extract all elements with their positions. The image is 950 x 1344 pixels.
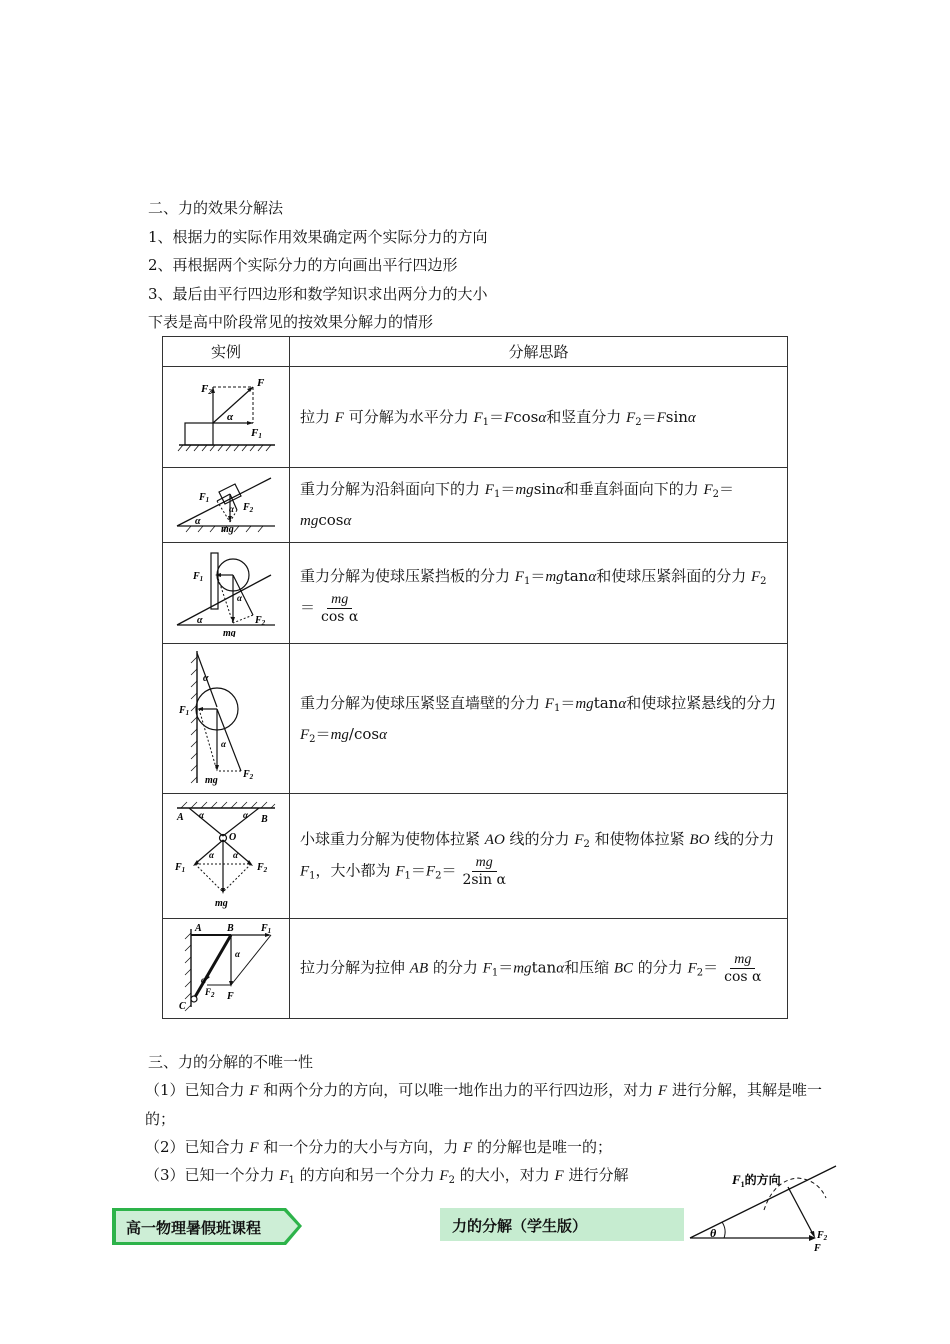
uniqueness-item-1: （1）已知合力 F 和两个分力的方向，可以唯一地作出力的平行四边形，对力 F 进行分解，其解是唯一的；	[145, 1081, 822, 1128]
figure-cell	[163, 794, 290, 919]
block-pull-diagram	[171, 370, 281, 460]
figure-cell	[163, 919, 290, 1019]
label-b: B	[227, 922, 234, 934]
method-cell: 小球重力分解为使物体拉紧 AO 线的分力 $F_2$ 和使物体拉紧 BO 线的分力 $F_1$，大小都为 $F_1=F_2=$ $\frac{mg}{\text{2sin α}}$	[290, 794, 788, 919]
label-alpha-2: α	[201, 974, 206, 985]
ball-wall-string-diagram	[171, 647, 281, 787]
label-alpha-4: α	[233, 850, 238, 860]
document-title: 力的分解（学生版）	[452, 1217, 588, 1235]
label-f2: F2	[201, 383, 212, 396]
table-row	[163, 919, 788, 1019]
label-c: C	[179, 1000, 186, 1012]
label-f1: $F_1$	[175, 862, 186, 874]
label-f2: $F_2$	[243, 502, 254, 514]
figure-cell	[163, 543, 290, 644]
label-alpha-2: α	[243, 810, 248, 820]
label-alpha-2: α	[229, 504, 234, 514]
label-f: F	[814, 1243, 821, 1254]
step-3: 3、最后由平行四边形和数学知识求出两分力的大小	[148, 285, 488, 303]
two-string-ceiling-diagram	[171, 798, 281, 910]
table-row	[163, 644, 788, 794]
step-1: 1、根据力的实际作用效果确定两个实际分力的方向	[148, 228, 488, 246]
figure-cell	[163, 367, 290, 468]
label-alpha: α	[203, 672, 209, 684]
label-a: A	[195, 922, 202, 934]
label-b: B	[261, 814, 268, 825]
label-mg: mg	[223, 628, 236, 637]
label-alpha: α	[235, 948, 240, 959]
uniqueness-item-2: （2）已知合力 F 和一个分力的大小与方向，力 F 的分解也是唯一的；	[145, 1138, 612, 1156]
document-title-tag	[440, 1208, 684, 1241]
label-f2: $F_2$	[205, 986, 215, 999]
label-f1: $F_1$	[193, 571, 204, 583]
decomposition-table	[162, 336, 788, 1019]
label-f2: $F_2$	[243, 768, 254, 781]
ball-board-incline-diagram	[171, 545, 281, 637]
label-alpha-2: α	[221, 738, 226, 749]
label-f1: $F_1$	[199, 492, 210, 504]
label-alpha: α	[199, 810, 204, 820]
method-cell: 拉力 F 可分解为水平分力 $F_1=Fcos\alpha$和竖直分力 $F_2=Fsin\alpha$	[290, 367, 788, 468]
label-alpha-2: α	[237, 593, 242, 603]
label-f2: $F_2$	[817, 1230, 828, 1242]
f1-direction-diagram	[686, 1158, 840, 1254]
label-f: F	[227, 990, 234, 1002]
table-row	[163, 367, 788, 468]
label-a: A	[177, 812, 184, 823]
fraction: $\frac{mg}{\text{cos α}}$	[321, 592, 359, 625]
label-alpha-3: α	[209, 850, 214, 860]
label-alpha: α	[227, 411, 234, 423]
method-cell: 重力分解为使球压紧竖直墙壁的分力 $F_1=mgtan\alpha$和使球拉紧悬线的分力 $F_2=mg$/cosα	[290, 644, 788, 794]
table-row	[163, 794, 788, 919]
figure-cell	[163, 468, 290, 543]
label-mg: mg	[221, 524, 234, 535]
f1-direction-label: $F_1$的方向	[732, 1172, 781, 1189]
method-cell: 重力分解为使球压紧挡板的分力 $F_1=mgtan\alpha$和使球压紧斜面的分力 $F_2=$ $\frac{mg}{\text{cos α}}$	[290, 543, 788, 644]
label-f2: $F_2$	[257, 862, 268, 874]
table-intro: 下表是高中阶段常见的按效果分解力的情形	[148, 313, 434, 331]
label-f1: F1	[251, 427, 262, 440]
fraction: $\frac{mg}{\text{cos α}}$	[724, 952, 762, 985]
table-row	[163, 543, 788, 644]
section3-heading: 三、力的分解的不唯一性	[148, 1053, 314, 1071]
label-f1: $F_1$	[179, 704, 190, 717]
label-mg: mg	[205, 774, 218, 786]
method-cell: 重力分解为沿斜面向下的力 $F_1=mgsin\alpha$和垂直斜面向下的力 $F_2=mgcos\alpha$	[290, 468, 788, 543]
step-2: 2、再根据两个实际分力的方向画出平行四边形	[148, 256, 458, 274]
label-mg: mg	[215, 898, 228, 909]
label-o: O	[229, 832, 237, 843]
table-row	[163, 468, 788, 543]
label-alpha: α	[195, 516, 201, 527]
course-tag	[112, 1208, 302, 1245]
label-theta: θ	[710, 1226, 717, 1240]
col-method-header: 分解思路	[290, 337, 788, 367]
label-f1: $F_1$	[261, 922, 272, 935]
col-example-header: 实例	[163, 337, 290, 367]
section2-heading: 二、力的效果分解法	[148, 199, 284, 217]
course-name: 高一物理暑假班课程	[126, 1219, 262, 1237]
method-cell: 拉力分解为拉伸 AB 的分力 $F_1=mgtan\alpha$和压缩 BC 的分力 $F_2=$ $\frac{mg}{\text{cos α}}$	[290, 919, 788, 1019]
label-f: F	[257, 377, 265, 389]
label-f2: $F_2$	[255, 615, 266, 627]
incline-block-diagram	[171, 470, 281, 536]
label-alpha: α	[197, 615, 203, 626]
fraction: $\frac{mg}{\text{2sin α}}$	[462, 855, 506, 888]
bracket-frame-diagram	[171, 921, 281, 1013]
uniqueness-item-3: （3）已知一个分力 $F_1$ 的方向和另一个分力 $F_2$ 的大小，对力 F 进行分解	[145, 1166, 629, 1186]
figure-cell	[163, 644, 290, 794]
